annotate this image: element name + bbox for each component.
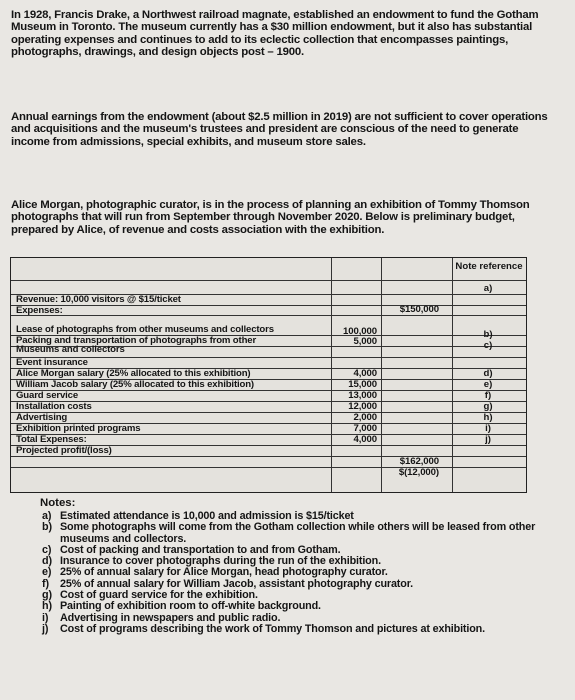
note-text: Estimated attendance is 10,000 and admission is $15/ticket [60,510,354,522]
budget-table [10,257,527,493]
table-row-label: Advertising [16,412,68,423]
amount-cell: 5,000 [353,336,377,347]
table-row-label: Expenses: [16,305,63,316]
notes-title: Notes: [40,497,76,509]
note-ref: e) [483,379,493,390]
table-row-label: Revenue: 10,000 visitors @ $15/ticket [16,294,181,305]
exhibition-paragraph: Alice Morgan, photographic curator, is in the process of planning an exhibition of Tommy Thomson photographs that will run from September through November 2020. Below is preliminary budget, prepared by Alice, of revenue and costs association with the exhibition. [11,199,530,236]
table-row-label: Lease of photographs from other museums and collectors [16,324,274,335]
table-row-label: Alice Morgan salary (25% allocated to this exhibition) [16,368,251,379]
note-ref: d) [483,368,493,379]
table-row-label: Exhibition printed programs [16,423,141,434]
table-row-label: Total Expenses: [16,434,87,445]
table-row-label: Packing and transportation of photographs from other Museums and collectors [16,335,257,355]
note-text: Painting of exhibition room to off-white background. [60,600,321,613]
note-marker: b) [42,521,52,534]
endowment-paragraph: Annual earnings from the endowment (about $2.5 million in 2019) are not sufficient to cover operations and acquisitions and the museum's trustees and president are conscious of the need to generate income from admissions, special exhibits, and museum store sales. [11,111,548,148]
note-ref: i) [485,423,491,434]
note-ref: g) [483,401,493,412]
table-row-label: Installation costs [16,401,92,412]
table-row-label: Event insurance [16,357,88,368]
table-row-label: William Jacob salary (25% allocated to this exhibition) [16,379,254,390]
note-marker: f) [42,577,49,590]
note-text: Cost of packing and transportation to and from Gotham. [60,543,341,556]
note-item [42,624,542,635]
note-marker: e) [42,566,52,579]
amount-cell: 7,000 [353,423,377,434]
amount-cell: 2,000 [353,412,377,423]
note-marker: i) [42,611,49,624]
amount-cell: 15,000 [348,379,377,390]
note-marker: d) [42,555,52,568]
intro-paragraph: In 1928, Francis Drake, a Northwest railroad magnate, established an endowment to fund the Gotham Museum in Toronto. The museum currently has a $30 million endowment, but it also has substantial operating expenses and continues to add to its eclectic collection that encompasses paintings, photographs, drawings, and design objects post – 1900. [11,9,539,59]
amount-cell: 4,000 [353,368,377,379]
note-item [42,522,542,545]
note-text: Advertising in newspapers and public radio. [60,611,281,624]
note-marker: h) [42,600,52,613]
note-text: Insurance to cover photographs during the run of the exhibition. [60,555,381,568]
note-ref: b) [483,329,493,340]
projected-loss-amount: $(12,000) [398,467,439,478]
notes-list [42,511,542,635]
revenue-amount: $150,000 [399,304,439,315]
total-expenses-amount: $162,000 [399,456,439,467]
note-text: 25% of annual salary for Alice Morgan, head photography curator. [60,566,388,579]
note-ref: f) [484,390,492,401]
note-ref: a) [483,283,493,294]
note-text: Cost of guard service for the exhibition. [60,589,258,602]
amount-cell: 12,000 [348,401,377,412]
note-reference-header: Note reference [455,261,523,272]
note-marker: j) [42,622,49,635]
note-text: 25% of annual salary for William Jacob, assistant photography curator. [60,577,413,590]
note-marker: a) [42,510,52,522]
note-ref: c) [483,340,493,351]
note-marker: c) [42,543,52,556]
note-marker: g) [42,589,52,602]
note-text: Cost of programs describing the work of Tommy Thomson and pictures at exhibition. [60,622,485,635]
note-text: Some photographs will come from the Gotham collection while others will be leased from other museums and collectors. [60,521,536,545]
note-ref: j) [485,434,491,445]
amount-cell: 13,000 [348,390,377,401]
note-ref: h) [483,412,493,423]
amount-cell: 4,000 [353,434,377,445]
table-row-label: Guard service [16,390,79,401]
table-row-label: Projected profit/(loss) [16,445,112,456]
amount-cell: 100,000 [343,326,377,337]
